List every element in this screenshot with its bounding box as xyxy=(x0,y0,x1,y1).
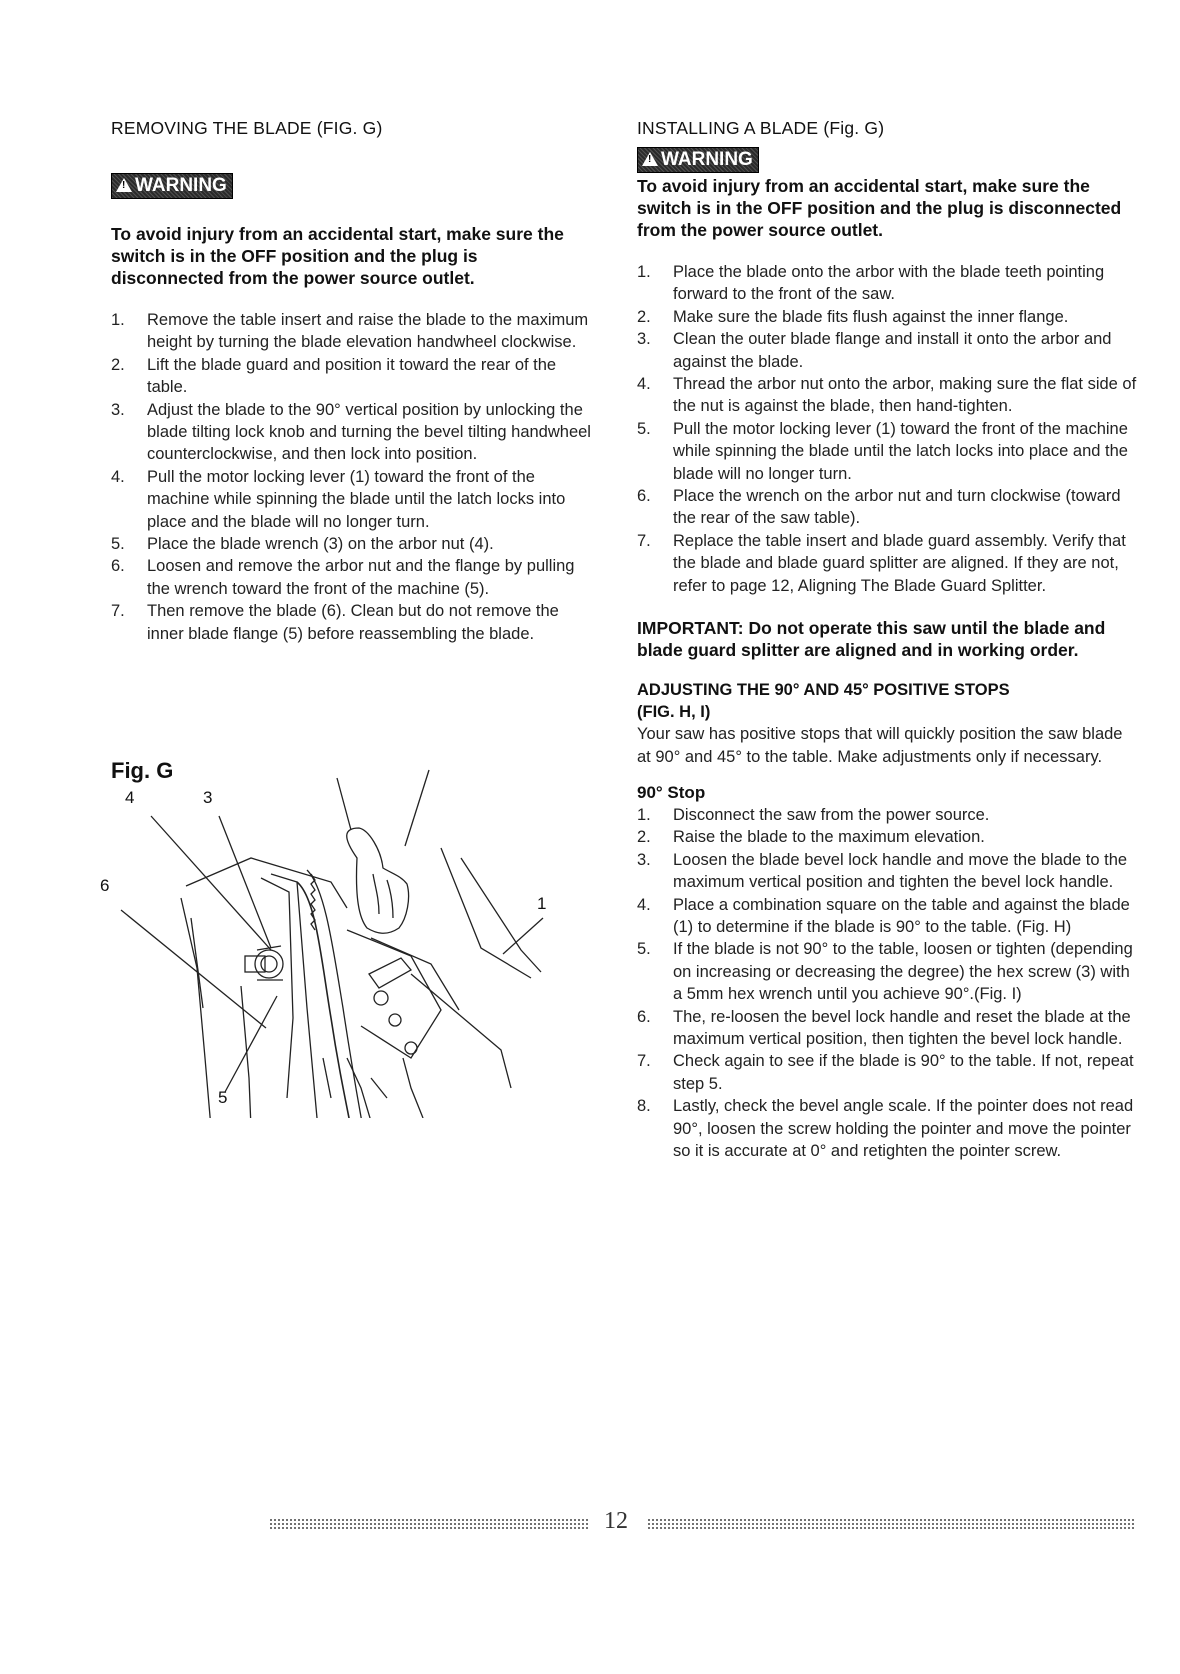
step-text: Replace the table insert and blade guard assembly. Verify that the blade and blade guard splitter are aligned. If they are not, refer to page 12, Aligning The Blade Guard Splitter. xyxy=(673,531,1126,595)
step-number: 5. xyxy=(637,940,651,959)
list-item xyxy=(637,530,1137,597)
step-text: Raise the blade to the maximum elevation. xyxy=(673,828,985,847)
step-number: 4. xyxy=(637,895,651,914)
step-text: Lift the blade guard and position it toward the rear of the table. xyxy=(147,355,557,397)
step-number: 1. xyxy=(637,805,651,824)
step-text: If the blade is not 90° to the table, loosen or tighten (depending on increasing or decreasing the degree) the hex screw (3) with a 5mm hex wrench until you achieve 90°.(Fig. I) xyxy=(673,940,1133,1004)
list-item xyxy=(637,306,1137,328)
step-number: 5. xyxy=(637,419,651,438)
step-number: 4. xyxy=(637,375,651,394)
list-item xyxy=(111,354,595,399)
step-text: Pull the motor locking lever (1) toward the front of the machine while spinning the blade until the latch locks into place and the blade will no longer turn. xyxy=(673,419,1128,483)
step-text: Place the wrench on the arbor nut and turn clockwise (toward the rear of the saw table). xyxy=(673,487,1121,528)
important-note: IMPORTANT: Do not operate this saw until the blade and blade guard splitter are aligned and in working order. xyxy=(637,618,1106,661)
step-text: Adjust the blade to the 90° vertical position by unlocking the blade tilting lock knob and turning the bevel tilting handwheel counterclockwise, and then lock into position. xyxy=(147,400,591,464)
callout-3: 3 xyxy=(203,788,213,807)
step-text: Loosen the blade bevel lock handle and move the blade to the maximum vertical position and tighten the bevel lock handle. xyxy=(673,850,1128,892)
step-text: Thread the arbor nut onto the arbor, making sure the flat side of the nut is against the blade, then hand-tighten. xyxy=(673,375,1137,416)
step-text: Place the blade wrench (3) on the arbor nut (4). xyxy=(147,535,494,554)
step-text: Check again to see if the blade is 90° to the table. If not, repeat step 5. xyxy=(673,1052,1134,1093)
list-item xyxy=(637,1095,1137,1162)
step-text: Disconnect the saw from the power source. xyxy=(673,805,990,824)
step-number: 8. xyxy=(637,1097,651,1116)
step-text: Make sure the blade fits flush against the inner flange. xyxy=(673,307,1069,326)
list-item xyxy=(637,485,1137,530)
step-number: 2. xyxy=(111,355,125,374)
step-text: Loosen and remove the arbor nut and the flange by pulling the wrench toward the front of the machine (5). xyxy=(147,557,575,598)
list-item xyxy=(637,418,1137,485)
list-item xyxy=(637,804,1137,826)
positive-stops-heading xyxy=(637,679,1137,723)
step-number: 2. xyxy=(637,828,651,847)
step-number: 1. xyxy=(111,311,125,329)
list-item xyxy=(637,849,1137,894)
footer-decoration-right xyxy=(648,1517,1136,1531)
callout-1: 1 xyxy=(537,894,547,913)
list-item xyxy=(637,1050,1137,1095)
saw-blade-illustration xyxy=(111,758,591,1118)
list-item xyxy=(637,826,1137,848)
step-text: Lastly, check the bevel angle scale. If the pointer does not read 90°, loosen the screw holding the pointer and move the pointer so it is accurate at 0° and retighten the pointer screw. xyxy=(673,1097,1134,1160)
step-number: 7. xyxy=(637,1052,651,1071)
positive-stops-intro: Your saw has positive stops that will quickly position the saw blade at 90° and 45° to the table. Make adjustments only if necessary. xyxy=(637,725,1123,766)
list-item xyxy=(637,373,1137,418)
step-number: 3. xyxy=(637,330,651,349)
list-item xyxy=(637,328,1137,373)
step-number: 4. xyxy=(111,467,125,486)
figure-g xyxy=(100,758,591,1118)
list-item xyxy=(637,894,1137,939)
step-text: Clean the outer blade flange and install it onto the arbor and against the blade. xyxy=(673,330,1112,371)
installing-blade-heading: INSTALLING A BLADE (Fig. G) xyxy=(637,118,885,138)
callout-4: 4 xyxy=(125,788,135,807)
list-item xyxy=(111,555,595,600)
step-number: 5. xyxy=(111,535,125,554)
installing-steps xyxy=(637,261,1137,597)
page-number: 12 xyxy=(604,1508,628,1534)
step-number: 6. xyxy=(637,1007,651,1026)
step-text: Then remove the blade (6). Clean but do not remove the inner blade flange (5) before reassembling the blade. xyxy=(147,602,559,643)
warning-triangle-icon xyxy=(116,178,132,192)
step-number: 6. xyxy=(111,557,125,576)
list-item xyxy=(111,399,595,466)
step-text: Remove the table insert and raise the blade to the maximum height by turning the blade elevation handwheel clockwise. xyxy=(147,311,589,352)
step-text: Pull the motor locking lever (1) toward the front of the machine while spinning the blade until the latch locks into place and the blade will no longer turn. xyxy=(147,467,566,531)
removing-blade-heading: REMOVING THE BLADE (FIG. G) xyxy=(111,118,383,138)
step-number: 1. xyxy=(637,263,651,281)
list-item xyxy=(111,533,595,555)
warning-label: WARNING xyxy=(135,175,227,196)
step-number: 7. xyxy=(637,531,651,550)
step-text: Place a combination square on the table and against the blade (1) to determine if the blade is 90° to the table. (Fig. H) xyxy=(673,895,1130,936)
left-column xyxy=(111,118,595,645)
list-item xyxy=(111,466,595,533)
removing-steps xyxy=(111,309,595,645)
stop-90-heading: 90° Stop xyxy=(637,782,706,802)
stop-90-steps xyxy=(637,804,1137,1163)
list-item xyxy=(111,309,595,354)
right-column xyxy=(637,118,1137,1162)
step-text: Place the blade onto the arbor with the blade teeth pointing forward to the front of the saw. xyxy=(673,263,1105,304)
positive-stops-heading-line1: ADJUSTING THE 90° AND 45° POSITIVE STOPS xyxy=(637,681,1010,700)
list-item xyxy=(637,1006,1137,1051)
positive-stops-heading-line2: (FIG. H, I) xyxy=(637,703,711,722)
warning-text: To avoid injury from an accidental start, make sure the switch is in the OFF position and the plug is disconnected from the power source outlet. xyxy=(111,224,564,288)
figure-label: Fig. G xyxy=(111,758,174,783)
step-number: 3. xyxy=(111,400,125,419)
step-text: The, re-loosen the bevel lock handle and reset the blade at the maximum vertical position, then tighten the bevel lock handle. xyxy=(673,1007,1131,1048)
warning-triangle-icon xyxy=(642,152,658,166)
callout-6: 6 xyxy=(100,876,110,895)
step-number: 6. xyxy=(637,487,651,506)
step-number: 3. xyxy=(637,850,651,869)
warning-text: To avoid injury from an accidental start, make sure the switch is in the OFF position and the plug is disconnected from the power source outlet. xyxy=(637,176,1122,240)
footer-decoration-left xyxy=(270,1517,588,1531)
step-number: 2. xyxy=(637,307,651,326)
warning-badge xyxy=(111,173,233,199)
step-number: 7. xyxy=(111,602,125,621)
list-item xyxy=(637,938,1137,1005)
list-item xyxy=(637,261,1137,306)
list-item xyxy=(111,600,595,645)
callout-5: 5 xyxy=(218,1088,228,1107)
warning-badge xyxy=(637,147,759,173)
warning-label: WARNING xyxy=(661,149,753,170)
